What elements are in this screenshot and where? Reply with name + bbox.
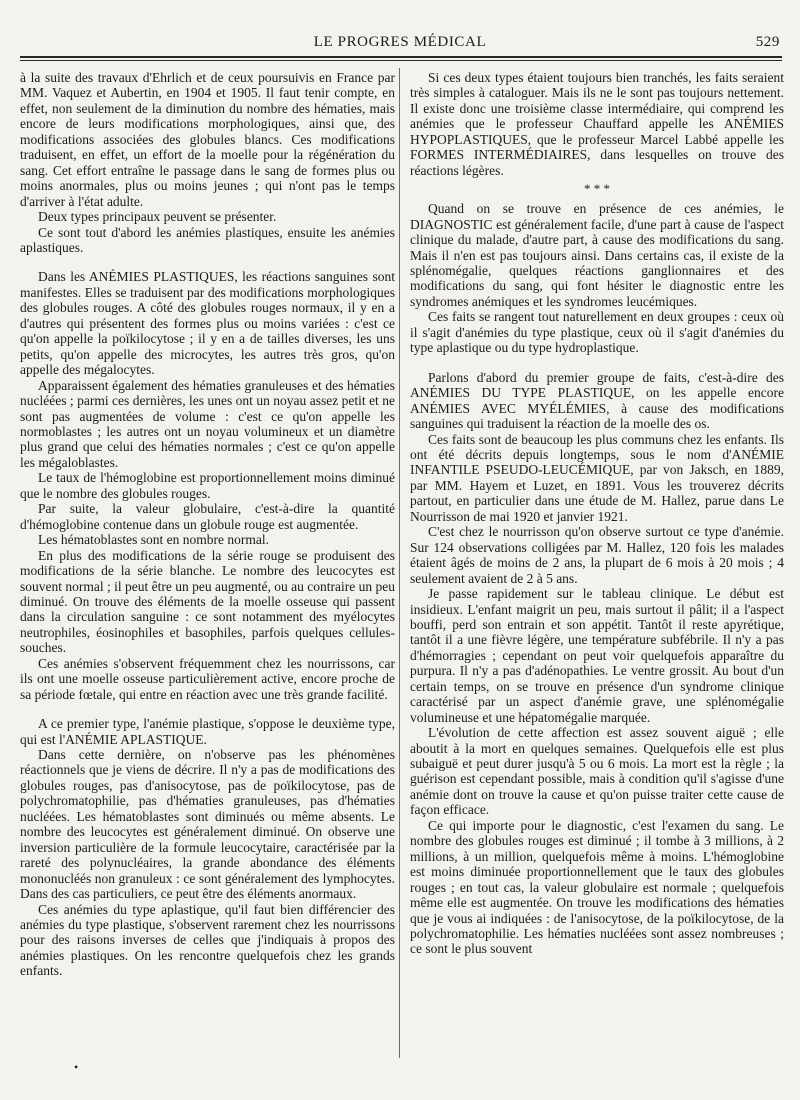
footer-mark: • [74,1060,79,1074]
paragraph: Ce qui importe pour le diagnostic, c'est l'examen du sang. Le nombre des globules rouges est diminué ; il tombe à 3 millions, à 2 millions, à un million, quelquefois même à moins. L'hémoglobine est moins diminuée proportionnellement que le taux des globules rouges ; en tout cas, la valeur globulaire est normale ; quelquefois même elle est augmentée. On trouve les modifications des hématies que je vous ai indiquées : de l'anisocytose, de la poïkilocytose, de la polychromatophilie. Les hématies nucléées sont assez nombreuses ; ce sont le plus souvent [410,817,784,957]
paragraph: Si ces deux types étaient toujours bien tranchés, les faits seraient très simples à cataloguer. Mais ils ne le sont pas toujours nettement. Il existe donc une troisième classe intermédiaire, qui comprend les anémies que le professeur Chauffard appelle les ANÉMIES HYPOPLASTIQUES, que le professeur Marcel Labbé appelle les FORMES INTERMÉDIAIRES, dans lesquelles on trouve des réactions légères. [410,70,784,178]
left-column [20,70,395,979]
paragraph: A ce premier type, l'anémie plastique, s'oppose le deuxième type, qui est l'ANÉMIE APLASTIQUE. [20,716,395,747]
running-title: LE PROGRES MÉDICAL [313,34,487,50]
paragraph: Par suite, la valeur globulaire, c'est-à-dire la quantité d'hémoglobine contenue dans un globule rouge est augmentée. [20,501,395,532]
paragraph: Dans cette dernière, on n'observe pas les phénomènes réactionnels que je viens de décrire. Il n'y a pas de modifications des globules rouges, pas d'anisocytose, pas de poïkilocytose, pas de polychromatophilie, pas d'hématies granuleuses, pas d'hématies nucléées. Les hématoblastes sont diminués ou même absents. Le nombre des leucocytes est généralement diminué. On observe une inversion particulière de la formule leucocytaire, caractérisée par la rareté des polynucléaires, la grande abondance des éléments mononucléés non granuleux : ce sont généralement des lymphocytes. Dans des cas particuliers, ce peut être des éléments anormaux. [20,747,395,902]
paragraph: Quand on se trouve en présence de ces anémies, le DIAGNOSTIC est généralement facile, d'une part à cause de l'aspect clinique du malade, d'autre part, à cause des modifications du sang. Mais il n'en est pas toujours ainsi. Dans certains cas, il existe de la splénomégalie, quelques réactions ganglionnaires et des modifications du sang, qui font hésiter le diagnostic entre les syndromes anémiques et les syndromes leucémiques. [410,201,784,309]
paragraph: L'évolution de cette affection est assez souvent aiguë ; elle aboutit à la mort en quelques semaines. Quelquefois elle est plus subaiguë et peut durer jusqu'à 5 ou 6 mois. La mort est la règle ; la guérison est cependant possible, mais à condition qu'il s'agisse d'une anémie dont on trouve la cause et qu'on puisse traiter cette cause de façon efficace. [410,725,784,818]
page-number: 529 [755,34,780,50]
paragraph: Les hématoblastes sont en nombre normal. [38,532,269,548]
paragraph: Ces faits sont de beaucoup les plus communs chez les enfants. Ils ont été décrits depuis longtemps, sous le nom d'ANÉMIE INFANTILE PSEUDO-LEUCÉMIQUE, par von Jaksch, en 1889, par MM. Hayem et Luzet, en 1891. Vous les trouverez décrits partout, en particulier dans une étude de M. Hallez, parue dans Le Nourrisson de mai 1920 et janvier 1921. [410,431,784,524]
paragraph: à la suite des travaux d'Ehrlich et de ceux poursuivis en France par MM. Vaquez et Aubertin, en 1904 et 1905. Il faut tenir compte, en effet, non seulement de la diminution du nombre des hématies, mais encore de leurs modifications morphologiques, ainsi que, des modifications associées des globules blancs. Ces modifications traduisent, en effet, un effort de la moelle pour la régénération du sang. Cet effort entraîne le passage dans le sang de formes plus ou moins anormales, plus ou moins jeunes ; qui n'ont pas le temps d'arriver à l'état adulte. [20,70,395,209]
paragraph: Je passe rapidement sur le tableau clinique. Le début est insidieux. L'enfant maigrit un peu, mais surtout il pâlit; il a l'aspect bouffi, perd son entrain et son appétit. Tantôt il reste apyrétique, tantôt il a une fièvre légère, une température subfébrile. Il n'y a pas d'hémorragies ; cependant on peut voir quelquefois apparaître du purpura. Il n'y a pas d'adénopathies. Le ventre grossit. Au bout d'un certain temps, on se trouve en présence d'un syndrome clinique caractérisé par un aspect d'anémie grave, une splénomégalie volumineuse et une hépatomégalie marquée. [410,586,784,725]
paragraph: Ces anémies s'observent fréquemment chez les nourrissons, car ils ont une moelle osseuse particulièrement active, encore proche de sa période fœtale, qui entre en réaction avec une très grande facilité. [20,655,395,702]
paragraph: En plus des modifications de la série rouge se produisent des modifications de la série blanche. Le nombre des leucocytes est souvent normal ; il peut être un peu augmenté, ou au contraire un peu diminué. On trouve des éléments de la moelle osseuse qui passent dans la circulation sanguine : ce sont notamment des myélocytes neutrophiles, éosinophiles et basophiles, parfois quelques cellules-souches. [20,547,395,656]
column-divider [399,68,400,1058]
paragraph: Ces faits se rangent tout naturellement en deux groupes : ceux où il s'agit d'anémies du type plastique, ceux où il s'agit d'anémies du type aplastique ou du type hydroplastique. [410,309,784,356]
paragraph: Dans les ANÉMIES PLASTIQUES, les réactions sanguines sont manifestes. Elles se traduisent par des modifications morphologiques des globules rouges. A côté des globules rouges normaux, il y en a d'autres qui présentent des formes plus ou moins variées : c'est ce qu'on appelle la poïkilocytose ; il y en a de tailles diverses, les uns petits, qu'on appelle des microcytes, les autres très gros, qu'on appelle des mégalocytes. [20,269,395,378]
paragraph: Parlons d'abord du premier groupe de faits, c'est-à-dire des ANÉMIES DU TYPE PLASTIQUE, on les appelle encore ANÉMIES AVEC MYÉLÉMIES, à cause des modifications sanguines qui traduisent la réaction de la moelle des os. [410,369,784,432]
paragraph: Ces anémies du type aplastique, qu'il faut bien différencier des anémies du type plastique, s'observent rarement chez les nourrissons pour des raisons inverses de celles que j'indiquais à propos des anémies plastiques. On les rencontre quelquefois chez les grands enfants. [20,901,395,979]
header-rule [20,56,782,58]
header-rule-thin [20,60,782,61]
paragraph: Apparaissent également des hématies granuleuses et des hématies nucléées ; parmi ces dernières, les unes ont un noyau assez petit et ne sont pas augmentées de volume : c'est ce qu'on appelle les normoblastes ; les autres ont un noyau volumineux et un diamètre plus grand que celui des hématies normales ; c'est ce qu'on appelle les mégaloblastes. [20,377,395,470]
paragraph: Ce sont tout d'abord les anémies plastiques, ensuite les anémies aplastiques. [20,224,395,255]
paragraph: C'est chez le nourrisson qu'on observe surtout ce type d'anémie. Sur 124 observations colligées par M. Hallez, 120 fois les malades étaient âgés de moins de 2 ans, la plupart de 6 mois à 20 mois ; 4 seulement avaient de 2 à 5 ans. [410,524,784,586]
section-separator: * * * [584,181,610,197]
page-header [20,30,780,52]
paragraph: Le taux de l'hémoglobine est proportionnellement moins diminué que le nombre des globules rouges. [20,470,395,501]
right-column [410,70,784,957]
paragraph: Deux types principaux peuvent se présenter. [38,209,277,225]
